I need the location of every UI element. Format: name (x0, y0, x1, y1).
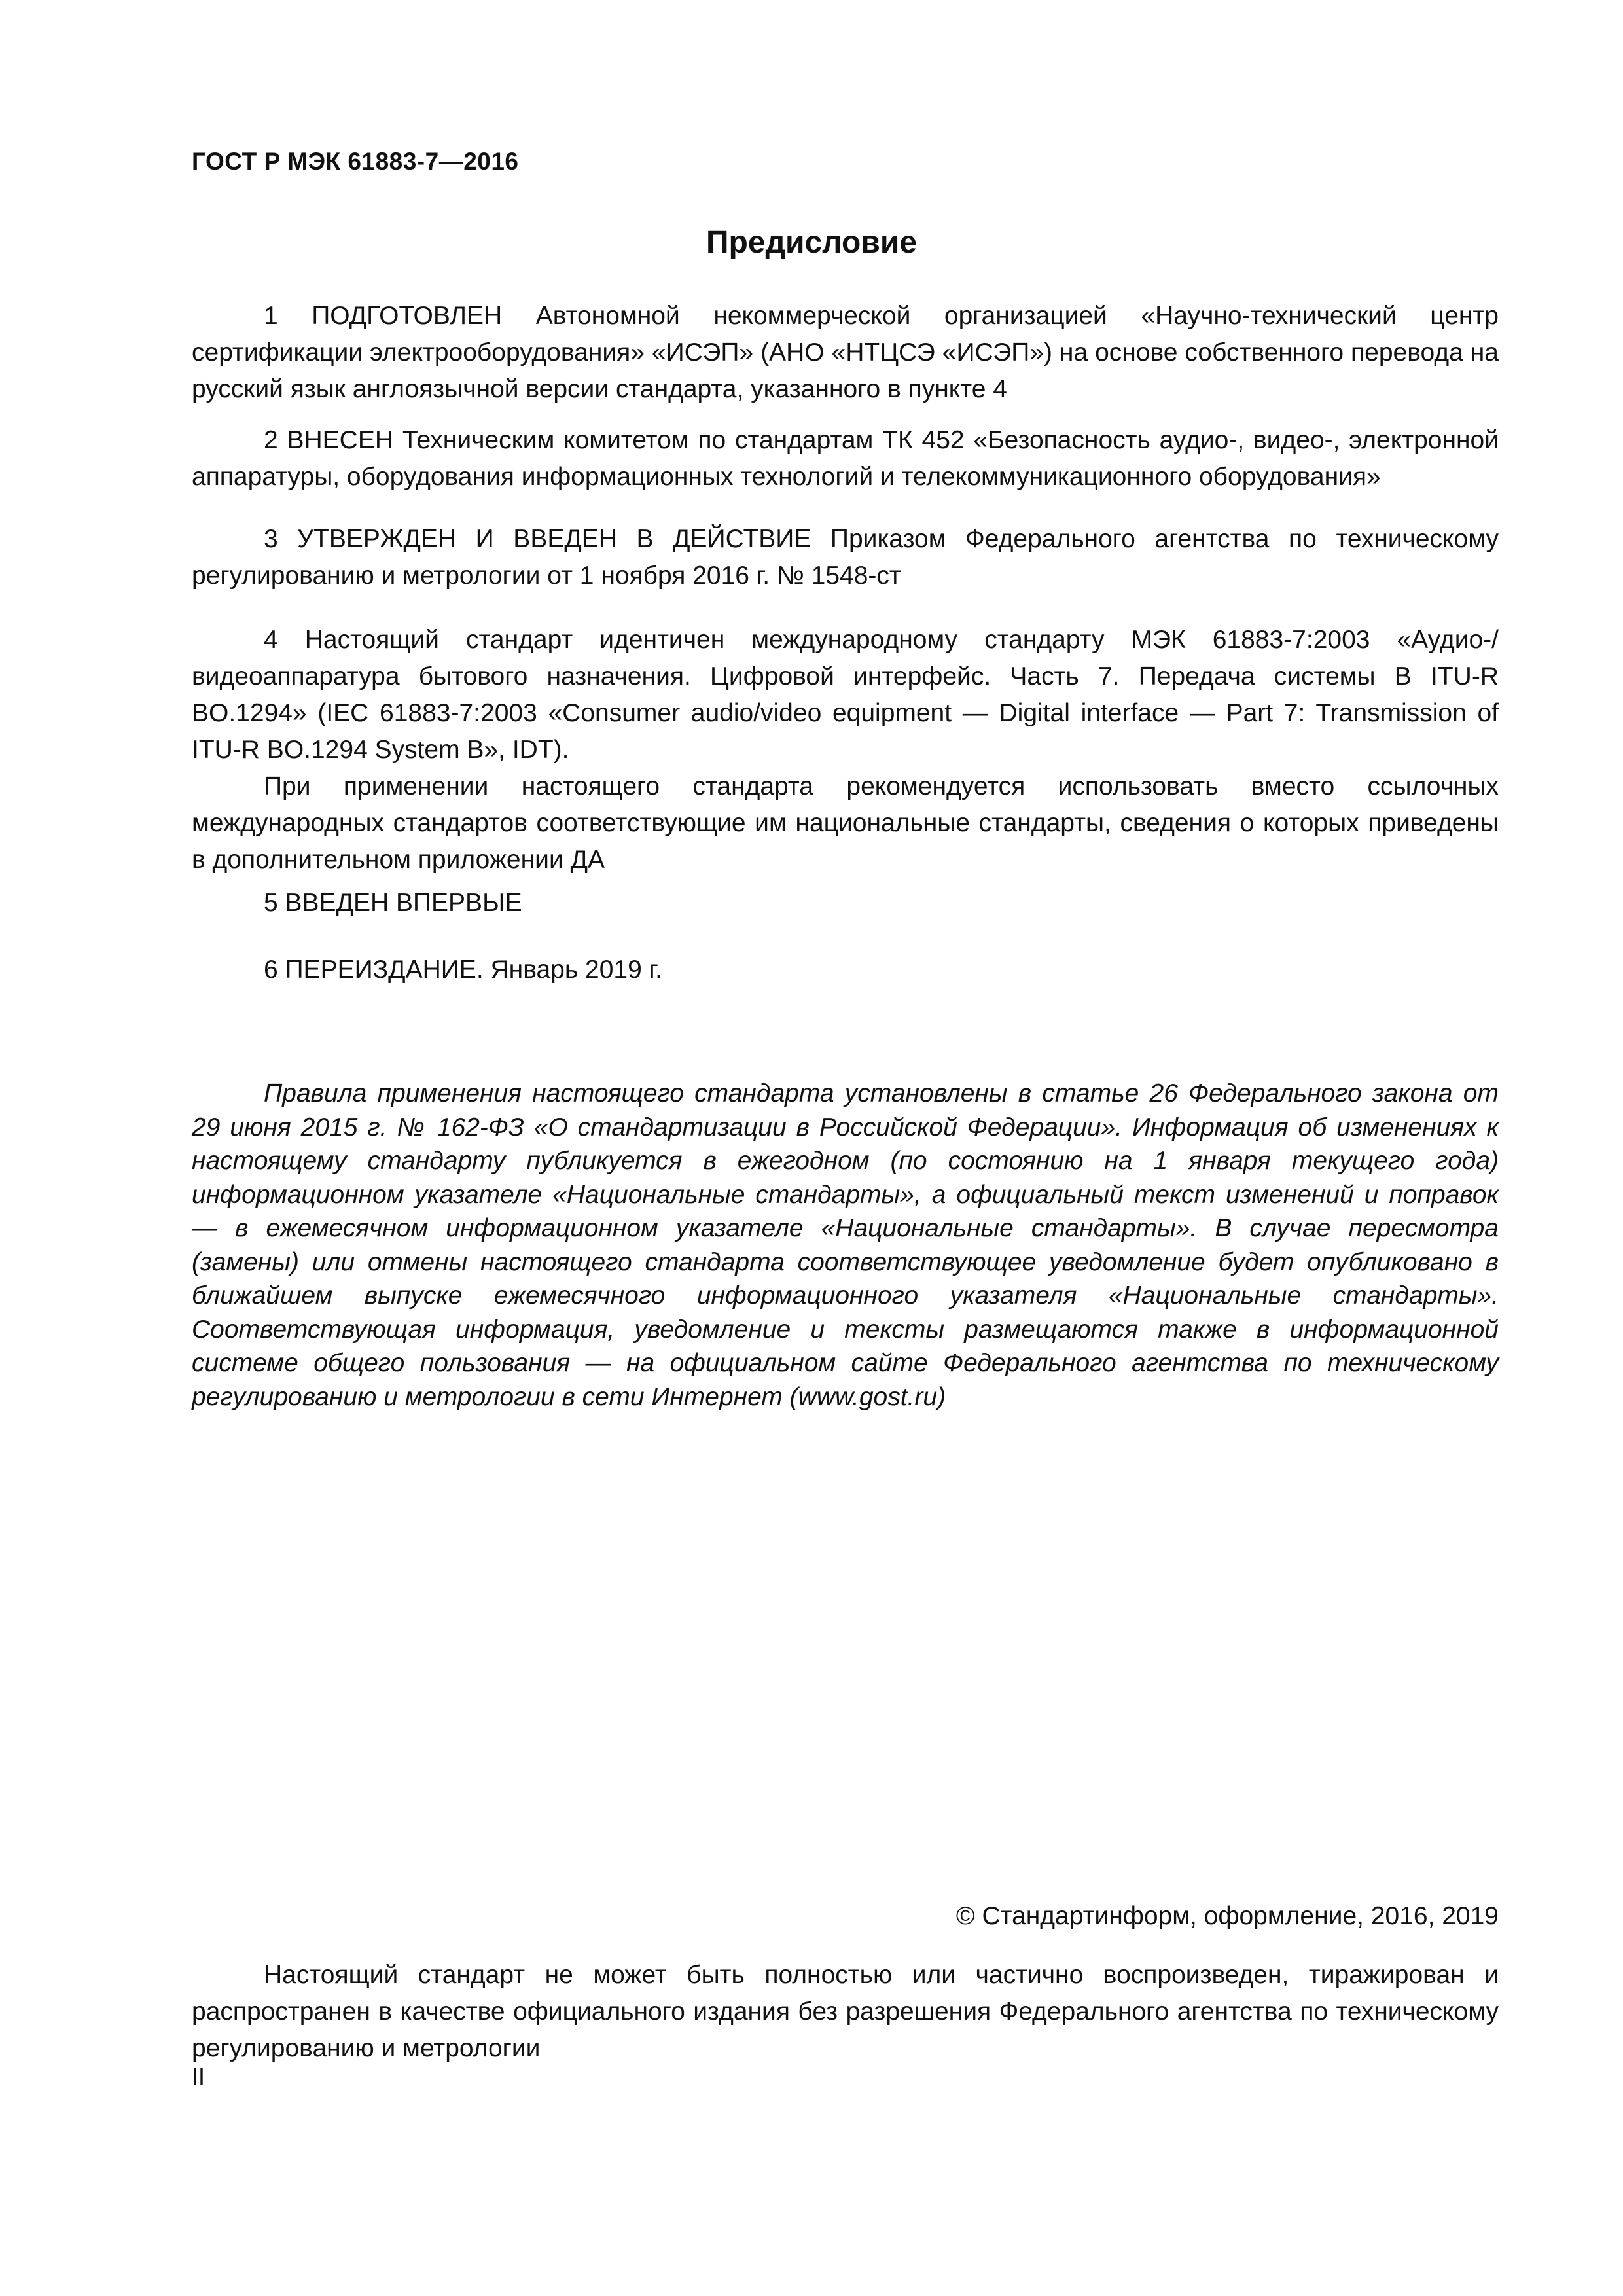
foreword-item-3 (192, 521, 1499, 594)
foreword-item-1 (192, 298, 1499, 408)
page-number: II (192, 2063, 205, 2090)
application-rules-block (192, 1077, 1499, 1414)
application-rules-text: Правила применения настоящего стандарта установлены в статье 26 Федерального закона от 29 июня 2015 г. № 162-ФЗ «О стандартизации в Российской Федерации». Информация об изменениях к настоящему стандарту публикуется в ежегодном (по состоянию на 1 января текущего года) информационном указателе «Национальные стандарты», а официальный текст изменений и поправок — в ежемесячном информационном указателе «Национальные стандарты». В случае пересмотра (замены) или отмены настоящего стандарта соответствующее уведомление будет опубликовано в ближайшем выпуске ежемесячного информационного указателя «Национальные стандарты». Соответствующая информация, уведомление и тексты размещаются также в информационной системе общего пользования — на официальном сайте Федерального агентства по техническому регулированию и метрологии в сети Интернет (www.gost.ru) (192, 1079, 1499, 1411)
section-title: Предисловие (705, 225, 918, 260)
foreword-item-3-text: 3 УТВЕРЖДЕН И ВВЕДЕН В ДЕЙСТВИЕ Приказом Федерального агентства по техническому регулированию и метрологии от 1 ноября 2016 г. № 1548-ст (192, 525, 1499, 590)
foreword-item-6-text: 6 ПЕРЕИЗДАНИЕ. Январь 2019 г. (264, 956, 662, 984)
copyright-line: © Стандартинформ, оформление, 2016, 2019 (955, 1902, 1499, 1930)
foreword-item-2 (192, 422, 1499, 495)
foreword-item-4 (192, 622, 1499, 878)
foreword-item-4-note: При применении настоящего стандарта рекомендуется использовать вместо ссылочных международных стандартов соответствующие им национальные стандарты, сведения о которых приведены в дополнительном приложении ДА (192, 772, 1499, 874)
foreword-item-6 (192, 952, 1499, 988)
reproduction-notice-text: Настоящий стандарт не может быть полностью или частично воспроизведен, тиражирован и распространен в качестве официального издания без разрешения Федерального агентства по техническому регулированию и метрологии (192, 1961, 1499, 2062)
foreword-item-4-text: 4 Настоящий стандарт идентичен международному стандарту МЭК 61883-7:2003 «Аудио-/видеоаппаратура бытового назначения. Цифровой интерфейс. Часть 7. Передача системы B ITU-R BO.1294» (IEC 61883-7:2003 «Consumer audio/video equipment — Digital interface — Part 7: Transmission of ITU-R BO.1294 System B», IDT). (192, 626, 1499, 764)
document-code-header: ГОСТ Р МЭК 61883-7—2016 (192, 148, 519, 175)
foreword-item-5-text: 5 ВВЕДЕН ВПЕРВЫЕ (264, 889, 522, 917)
reproduction-notice (192, 1957, 1499, 2067)
foreword-item-5 (192, 885, 1499, 922)
foreword-item-1-text: 1 ПОДГОТОВЛЕН Автономной некоммерческой организацией «Научно-технический центр сертификации электрооборудования» «ИСЭП» (АНО «НТЦСЭ «ИСЭП») на основе собственного перевода на русский язык англоязычной версии стандарта, указанного в пункте 4 (192, 302, 1499, 403)
foreword-item-2-text: 2 ВНЕСЕН Техническим комитетом по стандартам ТК 452 «Безопасность аудио-, видео-, электронной аппаратуры, оборудования информационных технологий и телекоммуникационного оборудования» (192, 426, 1499, 491)
